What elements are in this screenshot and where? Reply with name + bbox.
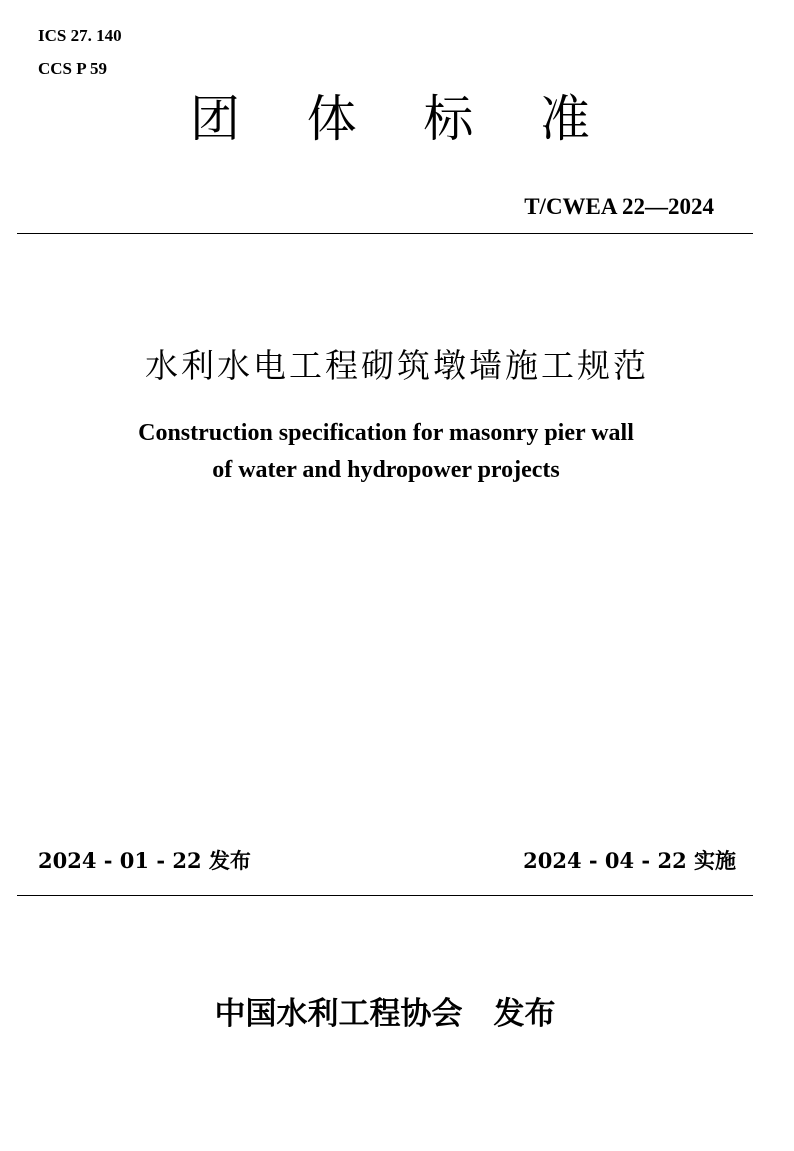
heading-char: 体 (306, 90, 357, 148)
ccs-code: CCS P 59 (38, 59, 107, 78)
publisher: 中国水利工程协会 发布 (214, 996, 556, 1032)
bottom-divider (17, 895, 753, 896)
top-divider (17, 233, 753, 234)
title-english-line-1: Construction specification for masonry pier wall (138, 420, 634, 446)
title-chinese: 水利水电工程砌筑墩墙施工规范 (145, 346, 649, 385)
ics-code: ICS 27. 140 (38, 26, 122, 45)
heading-char: 准 (539, 90, 590, 148)
document-type-heading (190, 88, 590, 150)
heading-char: 团 (190, 90, 240, 148)
heading-char: 标 (423, 90, 474, 148)
implementation-date: 2024 - 04 - 22 实施 (523, 848, 736, 873)
standard-number: T/CWEA 22—2024 (524, 194, 714, 219)
title-english-line-2: of water and hydropower projects (212, 457, 560, 483)
issue-date: 2024 - 01 - 22 发布 (38, 848, 251, 873)
